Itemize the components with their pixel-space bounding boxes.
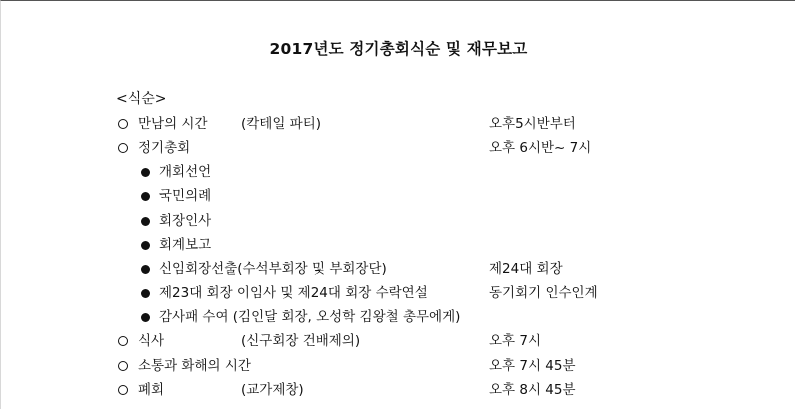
filled-circle-bullet-icon — [141, 192, 150, 201]
filled-circle-bullet-icon — [141, 168, 150, 177]
agenda-item-time: 제24대 회장 — [489, 260, 563, 277]
agenda-item-label: 신임회장선출(수석부회장 및 부회장단) — [159, 260, 387, 277]
agenda-item — [1, 378, 795, 402]
agenda-item-label: 개회선언 — [159, 164, 212, 181]
agenda-item — [1, 305, 795, 329]
agenda-item — [1, 209, 795, 233]
filled-circle-bullet-icon — [141, 217, 150, 226]
agenda-item — [1, 184, 795, 208]
agenda-item-label: 식사 — [138, 333, 165, 350]
agenda-item — [1, 160, 795, 184]
agenda-item-time: 오후 7시 45분 — [489, 357, 576, 374]
section-heading: <식순> — [116, 91, 167, 107]
agenda-item — [1, 354, 795, 378]
agenda-item — [1, 112, 795, 136]
agenda-item-label: 소통과 화해의 시간 — [138, 357, 251, 374]
agenda-item-label: 국민의례 — [159, 188, 212, 205]
agenda-item-note: (교가제창) — [241, 381, 304, 398]
agenda-item-label: 감사패 수여 (김인달 회장, 오성학 김왕철 총무에게) — [159, 309, 461, 326]
agenda-item-label: 제23대 회장 이임사 및 제24대 회장 수락연설 — [159, 285, 428, 302]
agenda-item-label: 회장인사 — [159, 212, 212, 229]
hollow-circle-bullet-icon — [118, 361, 128, 371]
agenda-item-time: 오후 6시반~ 7시 — [489, 140, 592, 157]
agenda-item — [1, 136, 795, 160]
document-title: 2017년도 정기총회식순 및 재무보고 — [269, 40, 528, 58]
agenda-item-time: 오후5시반부터 — [489, 116, 576, 132]
hollow-circle-bullet-icon — [118, 336, 128, 346]
filled-circle-bullet-icon — [141, 289, 150, 298]
agenda-item-time: 오후 8시 45분 — [489, 381, 576, 398]
agenda-item — [1, 329, 795, 353]
agenda-item — [1, 281, 795, 305]
agenda-item-time: 동기회기 인수인계 — [489, 285, 598, 302]
agenda-item-note: (신구회장 건배제의) — [241, 333, 361, 350]
hollow-circle-bullet-icon — [118, 385, 128, 395]
agenda-item-label: 회계보고 — [159, 236, 212, 253]
agenda-item — [1, 233, 795, 257]
agenda-item-label: 만남의 시간 — [138, 116, 208, 132]
filled-circle-bullet-icon — [141, 313, 150, 322]
hollow-circle-bullet-icon — [118, 119, 128, 129]
agenda-item-note: (칵테일 파티) — [241, 116, 322, 132]
agenda-item — [1, 257, 795, 281]
hollow-circle-bullet-icon — [118, 143, 128, 153]
agenda-item-label: 정기총회 — [138, 140, 191, 157]
filled-circle-bullet-icon — [141, 265, 150, 274]
agenda-item-label: 폐회 — [138, 381, 165, 398]
filled-circle-bullet-icon — [141, 241, 150, 250]
agenda-item-time: 오후 7시 — [489, 333, 542, 350]
